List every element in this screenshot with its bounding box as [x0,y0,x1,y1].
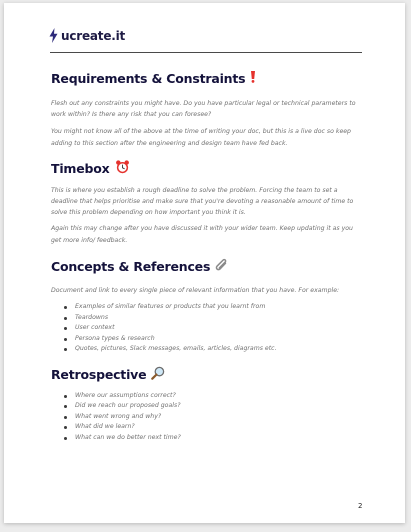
section-heading-concepts [51,258,363,276]
list-item: What can we do better next time? [51,433,363,444]
list-item: What went wrong and why? [51,412,363,423]
header-divider [50,52,362,53]
list-item: Quotes, pictures, Slack messages, emails, articles, diagrams etc. [51,344,363,355]
section-title: Requirements & Constraints [51,71,246,86]
alarm-clock-icon [115,160,130,177]
section-title: Timebox [51,160,110,176]
exclamation-icon [250,71,256,86]
section-title: Retrospective [51,366,147,382]
section-heading-timebox [51,160,363,177]
list-item: User context [51,323,363,334]
brand-name: ucreate.it [61,28,126,43]
list-item: Where our assumptions correct? [51,391,363,402]
magnifying-glass-icon [151,366,165,383]
list-item: Teardowns [51,313,363,324]
section-heading-retrospective [51,366,363,383]
list-item: Did we reach our proposed goals? [51,401,363,412]
paragraph: Again this may change after you have discussed it with your wider team. Keep updating it as you get more info/ feedback. [51,225,353,244]
list-item: What did we learn? [51,422,363,433]
section-title: Concepts & References [51,259,211,275]
paperclip-icon [215,258,229,276]
concepts-list [51,302,363,355]
page-number: 2 [358,502,363,510]
list-item: Persona types & research [51,334,363,345]
paragraph: Document and link to every single piece of relevant information that you have. For example: [51,286,340,294]
brand-logo [49,28,125,43]
section-heading-requirements [51,71,363,86]
document-page [4,3,405,523]
lightning-bolt-icon [49,28,58,43]
paragraph: Flesh out any constraints you might have. Do you have particular legal or technical parameters to work within? Is there any risk that you can foresee? [51,100,356,119]
retrospective-list [51,391,363,444]
paragraph: This is where you establish a rough deadline to solve the problem. Forcing the team to set a deadline that helps prioritise and make sure that you're devoting a reasonable amount of time to solve this problem depending on how important you think it is. [51,186,354,217]
paragraph: You might not know all of the above at the time of writing your doc, but this is a live doc so keep adding to this section after the engineering and design team have fed back. [51,128,351,147]
document-body [51,71,363,443]
list-item: Examples of similar features or products that you learnt from [51,302,363,313]
